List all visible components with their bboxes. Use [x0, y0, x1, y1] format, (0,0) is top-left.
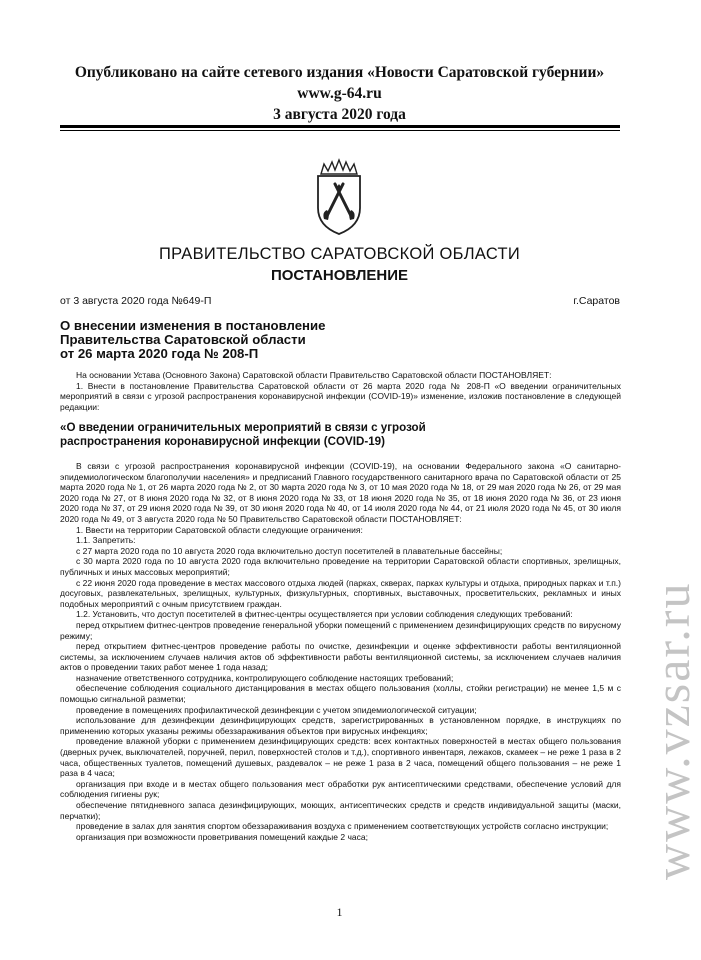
paragraph: назначение ответственного сотрудника, контролирующего соблюдение настоящих требований; [76, 672, 454, 683]
saratov-coat-of-arms-icon [313, 160, 365, 236]
publication-url[interactable]: www.g-64.ru [297, 85, 382, 102]
watermark: www.vzsar.ru [644, 581, 700, 880]
decree-title-line: Правительства Саратовской области [60, 332, 306, 347]
paragraph: 1. Внести в постановление Правительства Саратовской области от 26 марта 2020 года № 208-П «О введении ограничительных мероприятий в связи с угрозой распространения коронавирусной инфекции (COVID-19)» изменение, изложив постановление в следующей редакции: [60, 380, 621, 412]
paragraph: проведение в залах для занятия спортом обеззараживания воздуха с применением соответствующих устройств согласно инструкции; [76, 821, 609, 832]
paragraph: с 30 марта 2020 года по 10 августа 2020 года включительно проведение на территории Саратовской области спортивных, зрелищных, публичных и иных массовых мероприятий; [60, 556, 621, 577]
decree-city: г.Саратов [573, 295, 620, 307]
paragraph: На основании Устава (Основного Закона) Саратовской области Правительство Саратовской области ПОСТАНОВЛЯЕТ: [76, 370, 552, 380]
paragraph: с 22 июня 2020 года проведение в местах массового отдыха людей (парках, скверах, парках культуры и отдыха, природных парках и т.п.) досуговых, развлекательных, зрелищных, культурных, физкультурных, спортивных, выставочных, просветительских, рекламных и иных подобных мероприятий с очным присутствием граждан. [60, 577, 621, 609]
paragraph: 1. Ввести на территории Саратовской области следующие ограничения: [76, 524, 363, 535]
paragraph: 1.1. Запретить: [76, 535, 136, 546]
government-name: ПРАВИТЕЛЬСТВО САРАТОВСКОЙ ОБЛАСТИ [158, 245, 521, 263]
paragraph: перед открытием фитнес-центров проведение генеральной уборки помещений с применением дезинфицирующих средств по вирусному режиму; [60, 619, 621, 641]
paragraph: проведение влажной уборки с применением дезинфицирующих средств: всех контактных поверхностей в местах общего пользования (дверных ручек, выключателей, поручней, перил, поверхностей столов и т.д.), спортивного инвентаря, лежаков, скамеек – не реже 1 раза в 2 часа, общественных туалетов, помещений душевых, раздевалок – не реже 1 раза в 2 часа, помещений общего пользования – не реже 1 раза в 4 часа; [60, 736, 621, 779]
decree-title-line: О внесении изменения в постановление [60, 318, 326, 333]
amended-title-line: распространения коронавирусной инфекции (COVID-19) [60, 435, 385, 448]
page-number: 1 [336, 905, 343, 919]
paragraph: обеспечение пятидневного запаса дезинфицирующих, моющих, антисептических средств и средств индивидуальной защиты (маски, перчатки); [60, 800, 621, 821]
paragraph: проведение в помещениях профилактической дезинфекции с учетом эпидемиологической ситуации; [76, 704, 477, 715]
paragraph: организация при возможности проветривания помещений каждые 2 часа; [76, 831, 368, 842]
intro-text [60, 370, 621, 412]
decree-title [60, 319, 580, 361]
paragraph: обеспечение соблюдения социального дистанцирования в местах общего пользования (холлы, стойки регистрации) не менее 1,5 м с помощью сигнальной разметки; [60, 683, 621, 705]
document-type: ПОСТАНОВЛЕНИЕ [270, 267, 409, 284]
decree-title-line: от 26 марта 2020 года № 208-П [60, 346, 259, 361]
header-rule-thin [60, 130, 620, 131]
paragraph: использование для дезинфекции дезинфицирующих средств, зарегистрированных в установленном порядке, в инструкциях по применению которых указаны режимы обеззараживания объектов при вирусных инфекциях; [60, 715, 621, 736]
decree-date-number: от 3 августа 2020 года №649-П [60, 295, 212, 307]
publication-notice: Опубликовано на сайте сетевого издания «Новости Саратовской губернии» [74, 64, 605, 81]
paragraph: организация при входе и в местах общего пользования мест обработки рук антисептическими средствами, обеспечение условий для соблюдения гигиены рук; [60, 778, 621, 800]
header-rule-thick [60, 125, 620, 128]
publication-header [0, 62, 679, 125]
amended-title [60, 421, 620, 449]
paragraph: с 27 марта 2020 года по 10 августа 2020 года включительно доступ посетителей в плавательные бассейны; [76, 545, 503, 556]
paragraph: В связи с угрозой распространения коронавирусной инфекции (COVID-19), на основании Федерального закона «О санитарно-эпидемиологическом благополучии населения» и предписаний Главного государственного санитарного врача по Саратовской области от 25 марта 2020 года № 1, от 26 марта 2020 года № 2, от 30 марта 2020 года № 3, от 10 мая 2020 года № 18, от 29 мая 2020 года № 26, от 29 мая 2020 года № 27, от 8 июня 2020 года № 32, от 8 июня 2020 года № 33, от 18 июня 2020 года № 35, от 18 июня 2020 года № 36, от 23 июня 2020 года № 37, от 29 июня 2020 года № 39, от 30 июня 2020 года № 40, от 14 июля 2020 года № 44, от 21 июля 2020 года № 45, от 30 июля 2020 года № 49, от 3 августа 2020 года № 50 Правительство Саратовской области ПОСТАНОВЛЯЕТ: [60, 461, 621, 524]
publication-date: 3 августа 2020 года [273, 106, 406, 123]
decree-body [60, 461, 621, 842]
amended-title-line: «О введении ограничительных мероприятий в связи с угрозой [60, 421, 426, 434]
paragraph: перед открытием фитнес-центров проведение работы по очистке, дезинфекции и оценке эффективности работы вентиляционной системы, за исключением случаев наличия актов об эффективности работы вентиляционной системы, за исключением случаев наличия актов о проведении таких работ менее 1 года назад; [60, 641, 621, 673]
paragraph: 1.2. Установить, что доступ посетителей в фитнес-центры осуществляется при условии соблюдения следующих требований: [76, 609, 573, 620]
